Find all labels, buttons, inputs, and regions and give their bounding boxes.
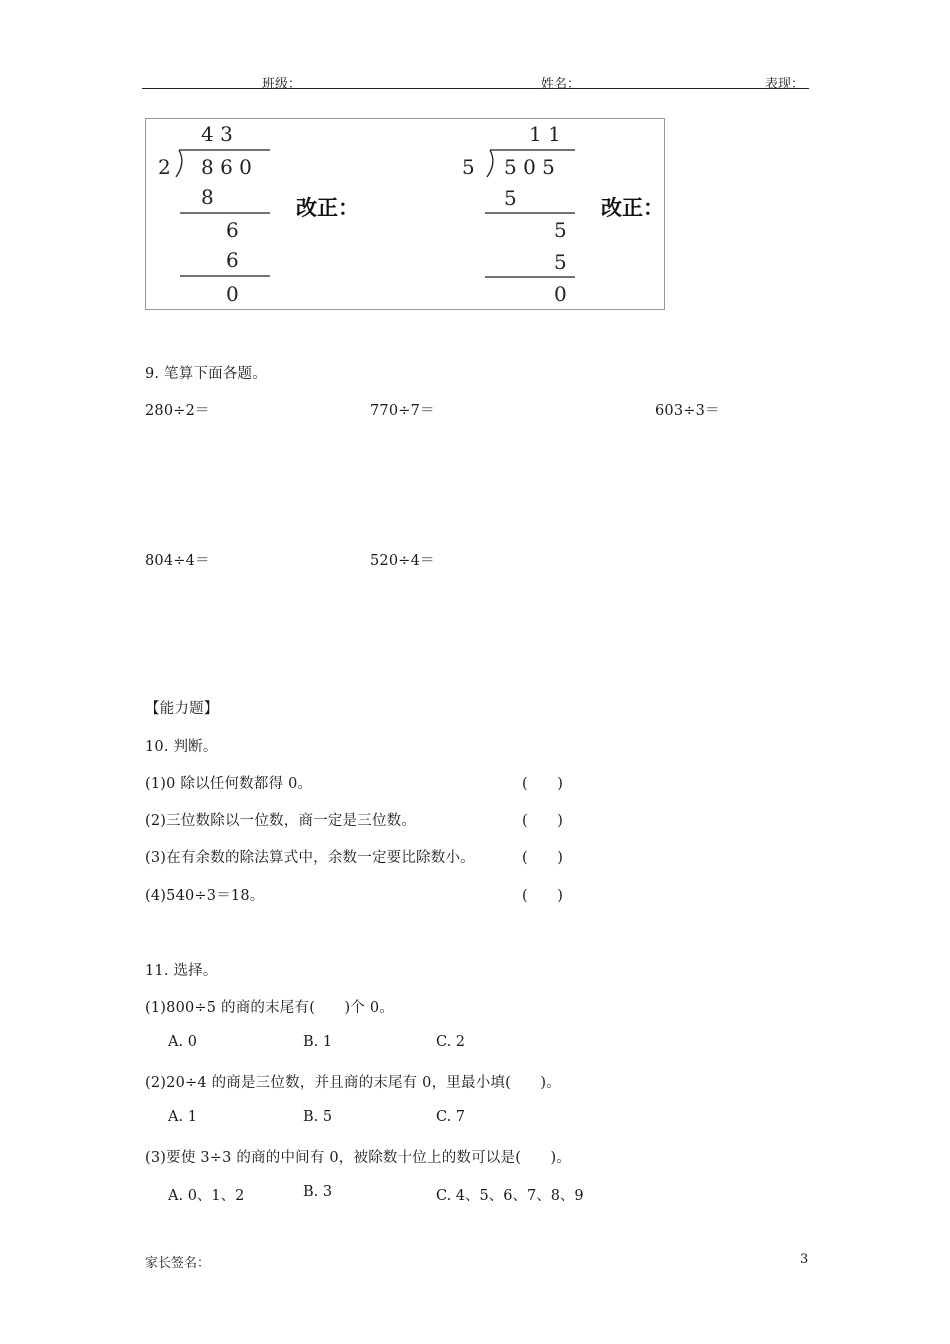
q10-answer-bracket-1[interactable]: ( ) (522, 776, 564, 792)
q11-q2-option-c[interactable]: C. 7 (436, 1109, 466, 1125)
left-step3: 6 (226, 248, 239, 272)
q10-item-4: (4)540÷3＝18。 (145, 888, 265, 904)
left-dividend: 8 6 0 (201, 155, 252, 179)
class-label: 班级： (262, 77, 302, 92)
right-division (462, 122, 575, 306)
left-division (158, 122, 270, 306)
q9-title: 9. 笔算下面各题。 (145, 366, 267, 382)
performance-label: 表现： (765, 77, 805, 92)
right-step2: 5 (554, 218, 567, 242)
right-step3: 5 (554, 250, 567, 274)
q11-q2-option-b[interactable]: B. 5 (303, 1109, 333, 1125)
right-remainder: 0 (554, 282, 567, 306)
section-title: 【能力题】 (145, 701, 219, 717)
q11-q3-option-b[interactable]: B. 3 (303, 1184, 333, 1200)
name-label: 姓名： (541, 77, 581, 92)
q11-q3-option-a[interactable]: A. 0、1、2 (168, 1188, 245, 1204)
q11-title: 11. 选择。 (145, 963, 218, 979)
q10-item-3: (3)在有余数的除法算式中，余数一定要比除数小。 (145, 850, 475, 866)
q10-answer-bracket-2[interactable]: ( ) (522, 813, 564, 829)
right-dividend: 5 0 5 (504, 155, 555, 179)
q10-answer-bracket-3[interactable]: ( ) (522, 850, 564, 866)
right-divisor: 5 (462, 155, 475, 179)
right-quotient: 1 1 (529, 122, 561, 146)
division-error-figure (145, 118, 665, 310)
left-remainder: 0 (226, 282, 239, 306)
left-divisor: 2 (158, 155, 171, 179)
q11-question-1: (1)800÷5 的商的末尾有( )个 0。 (145, 1000, 394, 1016)
q9-item-1: 280÷2＝ (145, 403, 210, 419)
q9-item-4: 804÷4＝ (145, 553, 210, 569)
q11-q3-option-c[interactable]: C. 4、5、6、7、8、9 (436, 1188, 584, 1204)
q9-item-3: 603÷3＝ (655, 403, 720, 419)
q11-q1-option-c[interactable]: C. 2 (436, 1034, 466, 1050)
left-bracket-curve (176, 150, 182, 177)
right-bracket-curve (487, 150, 493, 177)
q11-question-2: (2)20÷4 的商是三位数，并且商的末尾有 0，里最小填( )。 (145, 1075, 561, 1091)
q9-item-2: 770÷7＝ (370, 403, 435, 419)
q10-item-2: (2)三位数除以一位数，商一定是三位数。 (145, 813, 417, 829)
division-figure-svg (146, 119, 664, 309)
left-step2: 6 (226, 218, 239, 242)
q10-answer-bracket-4[interactable]: ( ) (522, 888, 564, 904)
q10-item-1: (1)0 除以任何数都得 0。 (145, 776, 313, 792)
q11-q2-option-a[interactable]: A. 1 (168, 1109, 197, 1125)
right-correction-label: 改正： (601, 196, 664, 220)
left-correction-label: 改正： (296, 196, 359, 220)
q11-q1-option-a[interactable]: A. 0 (168, 1034, 197, 1050)
q10-title: 10. 判断。 (145, 739, 218, 755)
parent-signature-label: 家长签名： (145, 1256, 211, 1271)
page-number: 3 (800, 1252, 809, 1267)
left-step1: 8 (201, 185, 214, 209)
header-divider (142, 88, 809, 89)
left-quotient: 4 3 (201, 122, 233, 146)
q9-item-5: 520÷4＝ (370, 553, 435, 569)
q11-q1-option-b[interactable]: B. 1 (303, 1034, 333, 1050)
q11-question-3: (3)要使 3÷3 的商的中间有 0，被除数十位上的数可以是( )。 (145, 1150, 572, 1166)
right-step1: 5 (504, 186, 517, 210)
